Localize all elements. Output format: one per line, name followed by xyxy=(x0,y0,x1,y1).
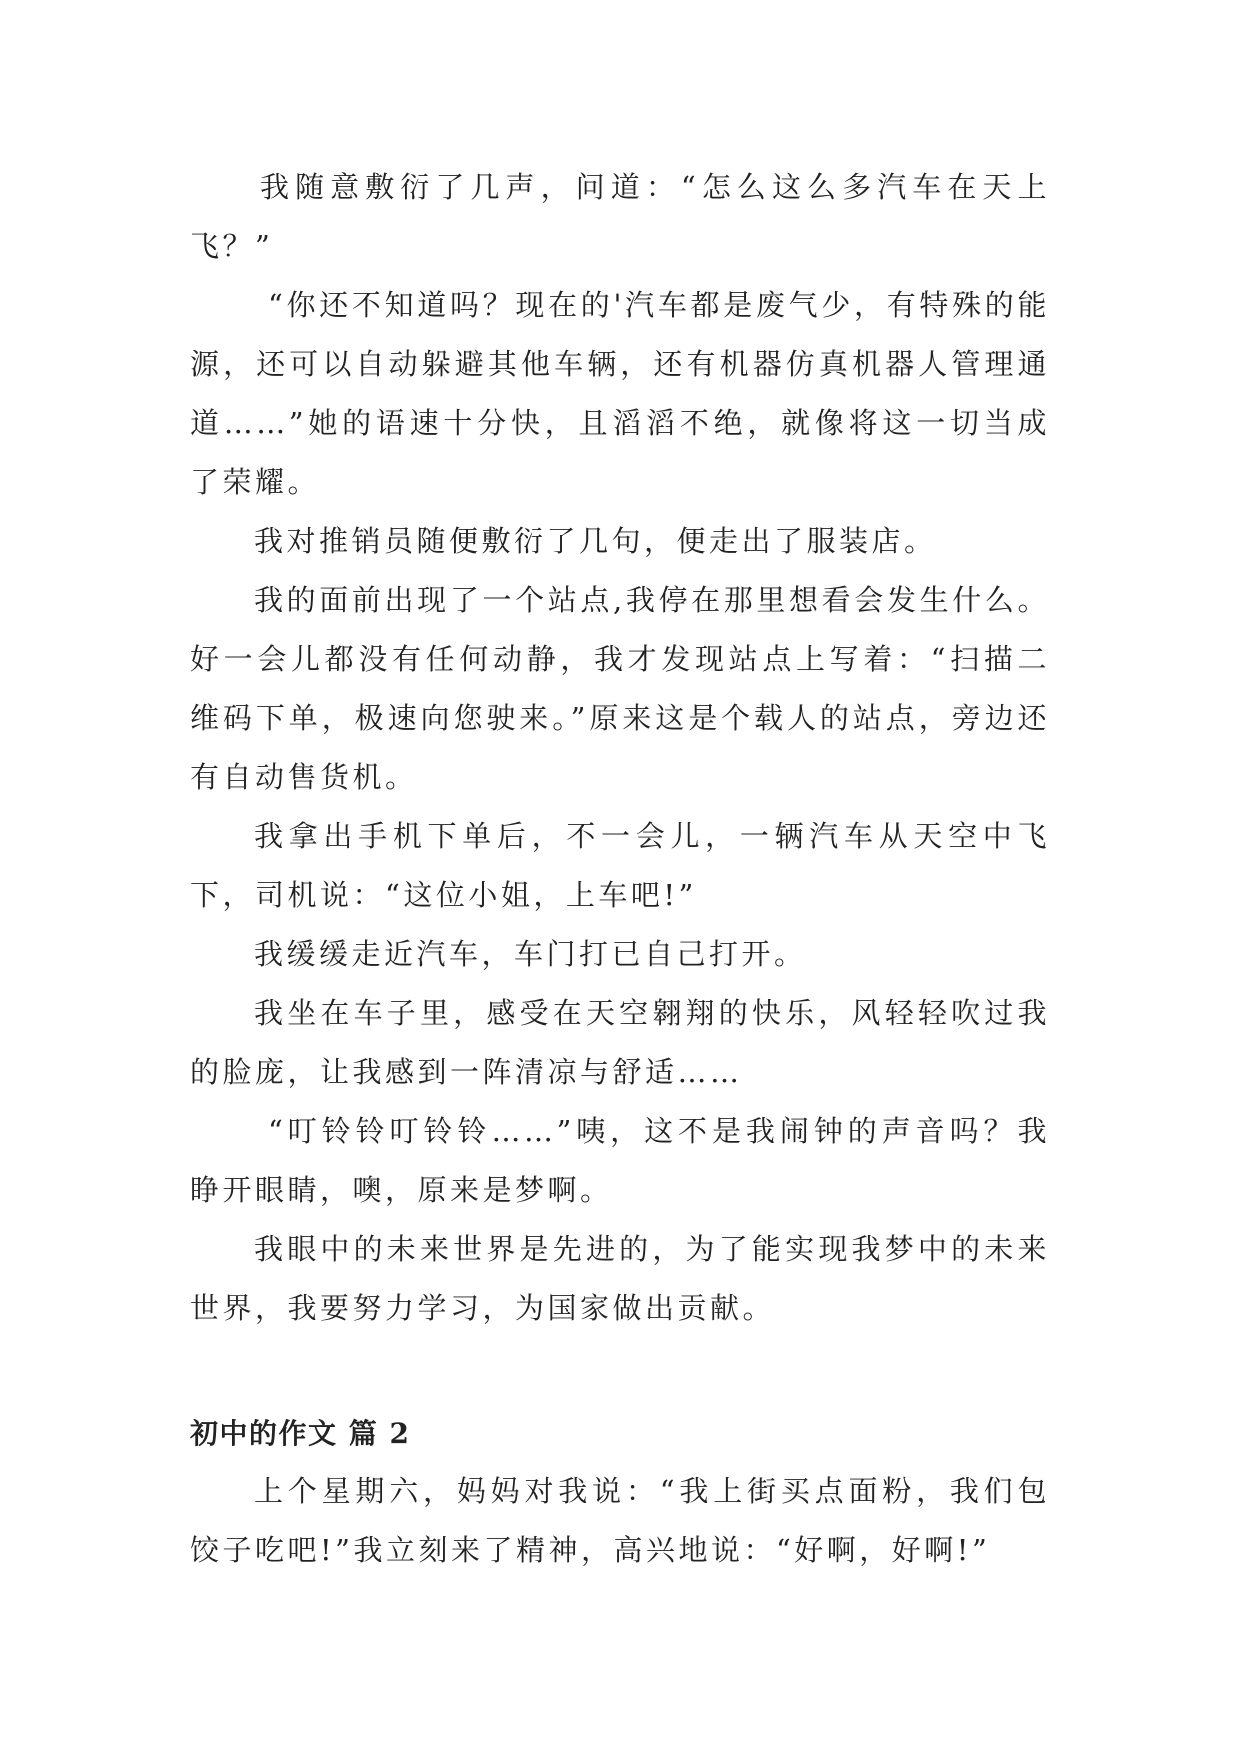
paragraph: 我拿出手机下单后，不一会儿，一辆汽车从天空中飞下，司机说：“这位小姐，上车吧!” xyxy=(190,819,1050,912)
paragraph: 我对推销员随便敷衍了几句，便走出了服装店。 xyxy=(254,524,937,558)
paragraph: 我坐在车子里，感受在天空翱翔的快乐，风轻轻吹过我的脸庞，让我感到一阵清凉与舒适…… xyxy=(190,996,1050,1089)
document-page xyxy=(190,158,1050,1580)
paragraph: “叮铃铃叮铃铃……”咦，这不是我闹钟的声音吗？我睁开眼睛，噢，原来是梦啊。 xyxy=(190,1114,1050,1207)
paragraph: 我缓缓走近汽车，车门打已自己打开。 xyxy=(254,937,807,971)
paragraph: 我的面前出现了一个站点,我停在那里想看会发生什么。好一会儿都没有任何动静，我才发现站点上写着：“扫描二维码下单，极速向您驶来。”原来这是个载人的站点，旁边还有自动售货机。 xyxy=(190,583,1050,794)
paragraph: 上个星期六，妈妈对我说：“我上街买点面粉，我们包饺子吃吧!”我立刻来了精神，高兴地说：“好啊，好啊!” xyxy=(190,1474,1050,1567)
paragraph: “你还不知道吗？现在的'汽车都是废气少，有特殊的能源，还可以自动躲避其他车辆，还有机器仿真机器人管理通道……”她的语速十分快，且滔滔不绝，就像将这一切当成了荣耀。 xyxy=(190,288,1050,499)
paragraph: 我眼中的未来世界是先进的，为了能实现我梦中的未来世界，我要努力学习，为国家做出贡献。 xyxy=(190,1232,1050,1325)
paragraph: 我随意敷衍了几声，问道：“怎么这么多汽车在天上飞？” xyxy=(190,170,1050,263)
section-title: 初中的作文 篇 2 xyxy=(190,1417,411,1450)
